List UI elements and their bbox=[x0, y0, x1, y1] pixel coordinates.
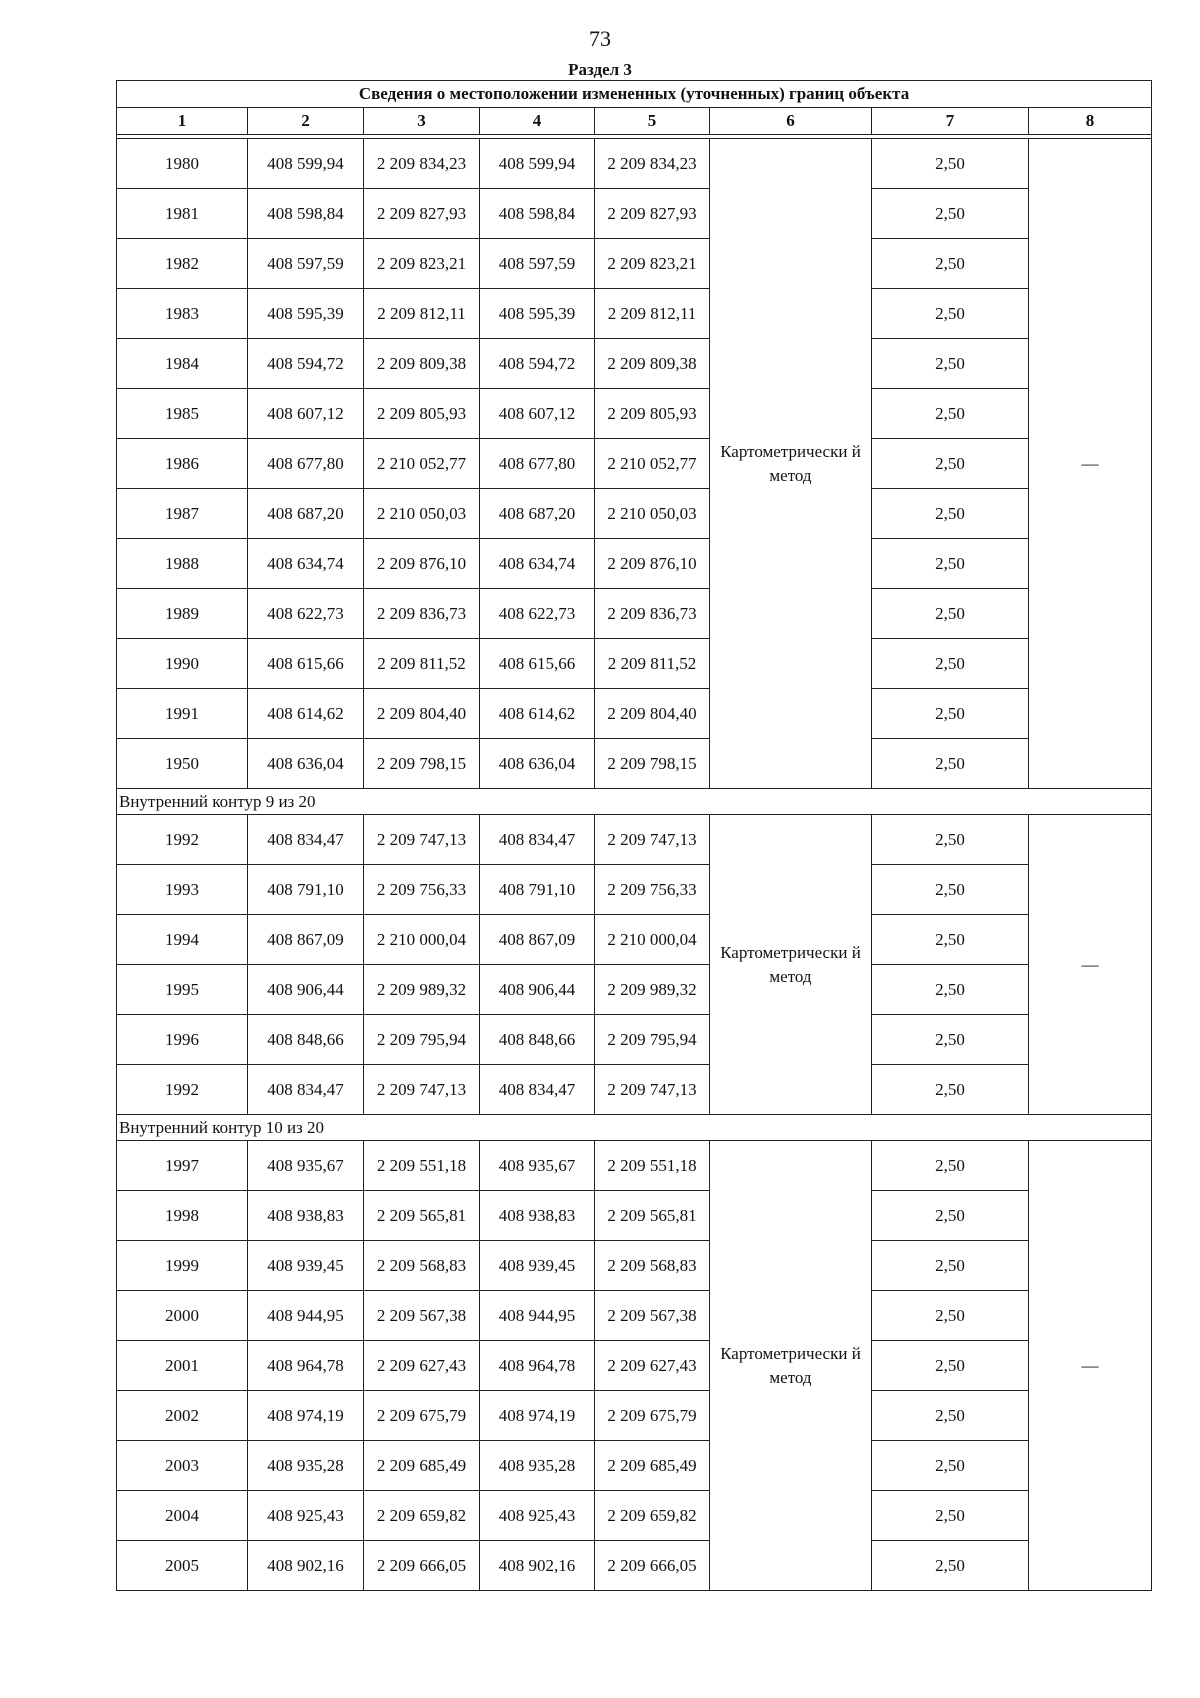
column-8-dash-cell: — bbox=[1029, 139, 1152, 789]
table-row bbox=[117, 815, 1152, 865]
accuracy-cell: 2,50 bbox=[872, 489, 1029, 539]
x-old-cell: 408 834,47 bbox=[248, 815, 364, 865]
y-new-cell: 2 209 811,52 bbox=[595, 639, 710, 689]
y-old-cell: 2 209 568,83 bbox=[364, 1241, 480, 1291]
table-row bbox=[117, 1291, 1152, 1341]
x-old-cell: 408 939,45 bbox=[248, 1241, 364, 1291]
point-number-cell: 2002 bbox=[117, 1391, 248, 1441]
x-new-cell: 408 964,78 bbox=[480, 1341, 595, 1391]
y-old-cell: 2 209 798,15 bbox=[364, 739, 480, 789]
y-new-cell: 2 209 795,94 bbox=[595, 1015, 710, 1065]
y-new-cell: 2 209 812,11 bbox=[595, 289, 710, 339]
y-new-cell: 2 209 876,10 bbox=[595, 539, 710, 589]
y-new-cell: 2 209 659,82 bbox=[595, 1491, 710, 1541]
accuracy-cell: 2,50 bbox=[872, 1065, 1029, 1115]
point-number-cell: 2003 bbox=[117, 1441, 248, 1491]
y-old-cell: 2 209 551,18 bbox=[364, 1141, 480, 1191]
accuracy-cell: 2,50 bbox=[872, 865, 1029, 915]
x-old-cell: 408 848,66 bbox=[248, 1015, 364, 1065]
table-row bbox=[117, 1141, 1152, 1191]
table-row bbox=[117, 589, 1152, 639]
contour-separator-row bbox=[117, 789, 1152, 815]
table-body bbox=[117, 135, 1152, 1591]
x-new-cell: 408 902,16 bbox=[480, 1541, 595, 1591]
x-new-cell: 408 595,39 bbox=[480, 289, 595, 339]
point-number-cell: 1996 bbox=[117, 1015, 248, 1065]
y-old-cell: 2 209 565,81 bbox=[364, 1191, 480, 1241]
y-new-cell: 2 210 050,03 bbox=[595, 489, 710, 539]
x-new-cell: 408 848,66 bbox=[480, 1015, 595, 1065]
x-new-cell: 408 939,45 bbox=[480, 1241, 595, 1291]
accuracy-cell: 2,50 bbox=[872, 965, 1029, 1015]
column-8-dash-cell: — bbox=[1029, 1141, 1152, 1591]
y-new-cell: 2 209 666,05 bbox=[595, 1541, 710, 1591]
y-old-cell: 2 209 795,94 bbox=[364, 1015, 480, 1065]
x-new-cell: 408 834,47 bbox=[480, 815, 595, 865]
x-old-cell: 408 964,78 bbox=[248, 1341, 364, 1391]
column-number-header: 8 bbox=[1029, 108, 1152, 135]
x-old-cell: 408 677,80 bbox=[248, 439, 364, 489]
x-new-cell: 408 906,44 bbox=[480, 965, 595, 1015]
page-number: 73 bbox=[589, 26, 611, 51]
y-old-cell: 2 209 876,10 bbox=[364, 539, 480, 589]
x-new-cell: 408 598,84 bbox=[480, 189, 595, 239]
method-cell: Картометрически й метод bbox=[710, 1141, 872, 1591]
x-new-cell: 408 935,28 bbox=[480, 1441, 595, 1491]
contour-label: Внутренний контур 10 из 20 bbox=[117, 1115, 1152, 1141]
y-new-cell: 2 209 805,93 bbox=[595, 389, 710, 439]
x-new-cell: 408 867,09 bbox=[480, 915, 595, 965]
point-number-cell: 1998 bbox=[117, 1191, 248, 1241]
y-new-cell: 2 209 627,43 bbox=[595, 1341, 710, 1391]
y-old-cell: 2 209 627,43 bbox=[364, 1341, 480, 1391]
point-number-cell: 1999 bbox=[117, 1241, 248, 1291]
accuracy-cell: 2,50 bbox=[872, 739, 1029, 789]
method-cell: Картометрически й метод bbox=[710, 815, 872, 1115]
accuracy-cell: 2,50 bbox=[872, 239, 1029, 289]
point-number-cell: 1986 bbox=[117, 439, 248, 489]
table-row bbox=[117, 189, 1152, 239]
x-new-cell: 408 615,66 bbox=[480, 639, 595, 689]
boundary-coordinates-table bbox=[116, 80, 1152, 1591]
y-new-cell: 2 209 747,13 bbox=[595, 815, 710, 865]
accuracy-cell: 2,50 bbox=[872, 1441, 1029, 1491]
table-row bbox=[117, 1541, 1152, 1591]
contour-separator-row bbox=[117, 1115, 1152, 1141]
x-new-cell: 408 622,73 bbox=[480, 589, 595, 639]
x-old-cell: 408 791,10 bbox=[248, 865, 364, 915]
point-number-cell: 1992 bbox=[117, 815, 248, 865]
y-new-cell: 2 209 804,40 bbox=[595, 689, 710, 739]
y-old-cell: 2 209 685,49 bbox=[364, 1441, 480, 1491]
accuracy-cell: 2,50 bbox=[872, 1291, 1029, 1341]
x-old-cell: 408 598,84 bbox=[248, 189, 364, 239]
column-number-header: 6 bbox=[710, 108, 872, 135]
x-old-cell: 408 615,66 bbox=[248, 639, 364, 689]
y-old-cell: 2 209 805,93 bbox=[364, 389, 480, 439]
y-new-cell: 2 210 000,04 bbox=[595, 915, 710, 965]
point-number-cell: 1982 bbox=[117, 239, 248, 289]
point-number-cell: 2000 bbox=[117, 1291, 248, 1341]
y-new-cell: 2 209 567,38 bbox=[595, 1291, 710, 1341]
point-number-cell: 1987 bbox=[117, 489, 248, 539]
y-new-cell: 2 209 747,13 bbox=[595, 1065, 710, 1115]
table-row bbox=[117, 339, 1152, 389]
column-number-header: 3 bbox=[364, 108, 480, 135]
table-row bbox=[117, 639, 1152, 689]
y-old-cell: 2 209 812,11 bbox=[364, 289, 480, 339]
table-row bbox=[117, 1015, 1152, 1065]
point-number-cell: 2001 bbox=[117, 1341, 248, 1391]
y-old-cell: 2 209 809,38 bbox=[364, 339, 480, 389]
table-row bbox=[117, 739, 1152, 789]
table-row bbox=[117, 1341, 1152, 1391]
x-new-cell: 408 938,83 bbox=[480, 1191, 595, 1241]
y-old-cell: 2 209 659,82 bbox=[364, 1491, 480, 1541]
x-new-cell: 408 597,59 bbox=[480, 239, 595, 289]
y-old-cell: 2 210 052,77 bbox=[364, 439, 480, 489]
y-new-cell: 2 209 675,79 bbox=[595, 1391, 710, 1441]
y-new-cell: 2 209 551,18 bbox=[595, 1141, 710, 1191]
accuracy-cell: 2,50 bbox=[872, 539, 1029, 589]
x-old-cell: 408 974,19 bbox=[248, 1391, 364, 1441]
y-new-cell: 2 209 756,33 bbox=[595, 865, 710, 915]
method-cell: Картометрически й метод bbox=[710, 139, 872, 789]
table-row bbox=[117, 389, 1152, 439]
x-old-cell: 408 906,44 bbox=[248, 965, 364, 1015]
table-row bbox=[117, 239, 1152, 289]
x-old-cell: 408 925,43 bbox=[248, 1491, 364, 1541]
x-new-cell: 408 614,62 bbox=[480, 689, 595, 739]
table-row bbox=[117, 139, 1152, 189]
accuracy-cell: 2,50 bbox=[872, 389, 1029, 439]
table-row bbox=[117, 915, 1152, 965]
accuracy-cell: 2,50 bbox=[872, 915, 1029, 965]
column-number-row bbox=[117, 108, 1152, 135]
accuracy-cell: 2,50 bbox=[872, 639, 1029, 689]
x-new-cell: 408 791,10 bbox=[480, 865, 595, 915]
point-number-cell: 1989 bbox=[117, 589, 248, 639]
point-number-cell: 1997 bbox=[117, 1141, 248, 1191]
y-old-cell: 2 210 000,04 bbox=[364, 915, 480, 965]
accuracy-cell: 2,50 bbox=[872, 689, 1029, 739]
x-new-cell: 408 925,43 bbox=[480, 1491, 595, 1541]
x-old-cell: 408 902,16 bbox=[248, 1541, 364, 1591]
x-new-cell: 408 594,72 bbox=[480, 339, 595, 389]
x-old-cell: 408 636,04 bbox=[248, 739, 364, 789]
table-row bbox=[117, 689, 1152, 739]
contour-label: Внутренний контур 9 из 20 bbox=[117, 789, 1152, 815]
point-number-cell: 1995 bbox=[117, 965, 248, 1015]
table-row bbox=[117, 965, 1152, 1015]
y-new-cell: 2 209 823,21 bbox=[595, 239, 710, 289]
table-row bbox=[117, 865, 1152, 915]
table-row bbox=[117, 489, 1152, 539]
accuracy-cell: 2,50 bbox=[872, 1141, 1029, 1191]
x-old-cell: 408 594,72 bbox=[248, 339, 364, 389]
x-old-cell: 408 687,20 bbox=[248, 489, 364, 539]
x-new-cell: 408 944,95 bbox=[480, 1291, 595, 1341]
point-number-cell: 1991 bbox=[117, 689, 248, 739]
x-old-cell: 408 944,95 bbox=[248, 1291, 364, 1341]
y-new-cell: 2 209 827,93 bbox=[595, 189, 710, 239]
point-number-cell: 2005 bbox=[117, 1541, 248, 1591]
table-row bbox=[117, 1191, 1152, 1241]
point-number-cell: 1990 bbox=[117, 639, 248, 689]
y-old-cell: 2 209 827,93 bbox=[364, 189, 480, 239]
y-new-cell: 2 209 809,38 bbox=[595, 339, 710, 389]
table-row bbox=[117, 539, 1152, 589]
x-new-cell: 408 687,20 bbox=[480, 489, 595, 539]
x-old-cell: 408 614,62 bbox=[248, 689, 364, 739]
accuracy-cell: 2,50 bbox=[872, 1391, 1029, 1441]
x-old-cell: 408 834,47 bbox=[248, 1065, 364, 1115]
x-old-cell: 408 935,28 bbox=[248, 1441, 364, 1491]
y-old-cell: 2 209 836,73 bbox=[364, 589, 480, 639]
accuracy-cell: 2,50 bbox=[872, 289, 1029, 339]
x-old-cell: 408 595,39 bbox=[248, 289, 364, 339]
y-old-cell: 2 209 747,13 bbox=[364, 815, 480, 865]
table-row bbox=[117, 1241, 1152, 1291]
y-old-cell: 2 209 756,33 bbox=[364, 865, 480, 915]
x-new-cell: 408 636,04 bbox=[480, 739, 595, 789]
column-8-dash-cell: — bbox=[1029, 815, 1152, 1115]
column-number-header: 4 bbox=[480, 108, 595, 135]
x-new-cell: 408 834,47 bbox=[480, 1065, 595, 1115]
x-old-cell: 408 597,59 bbox=[248, 239, 364, 289]
table-row bbox=[117, 1391, 1152, 1441]
accuracy-cell: 2,50 bbox=[872, 1191, 1029, 1241]
y-new-cell: 2 209 685,49 bbox=[595, 1441, 710, 1491]
column-number-header: 7 bbox=[872, 108, 1029, 135]
y-old-cell: 2 209 804,40 bbox=[364, 689, 480, 739]
accuracy-cell: 2,50 bbox=[872, 339, 1029, 389]
x-old-cell: 408 935,67 bbox=[248, 1141, 364, 1191]
point-number-cell: 1985 bbox=[117, 389, 248, 439]
x-new-cell: 408 634,74 bbox=[480, 539, 595, 589]
accuracy-cell: 2,50 bbox=[872, 815, 1029, 865]
table-row bbox=[117, 289, 1152, 339]
accuracy-cell: 2,50 bbox=[872, 1241, 1029, 1291]
x-new-cell: 408 599,94 bbox=[480, 139, 595, 189]
y-old-cell: 2 209 675,79 bbox=[364, 1391, 480, 1441]
point-number-cell: 1984 bbox=[117, 339, 248, 389]
y-new-cell: 2 209 834,23 bbox=[595, 139, 710, 189]
y-old-cell: 2 209 747,13 bbox=[364, 1065, 480, 1115]
y-new-cell: 2 209 565,81 bbox=[595, 1191, 710, 1241]
y-old-cell: 2 209 823,21 bbox=[364, 239, 480, 289]
x-new-cell: 408 974,19 bbox=[480, 1391, 595, 1441]
table-row bbox=[117, 1491, 1152, 1541]
y-old-cell: 2 209 666,05 bbox=[364, 1541, 480, 1591]
y-old-cell: 2 209 567,38 bbox=[364, 1291, 480, 1341]
y-old-cell: 2 209 811,52 bbox=[364, 639, 480, 689]
y-new-cell: 2 209 798,15 bbox=[595, 739, 710, 789]
accuracy-cell: 2,50 bbox=[872, 439, 1029, 489]
point-number-cell: 1992 bbox=[117, 1065, 248, 1115]
section-title: Раздел 3 bbox=[568, 60, 632, 79]
table-row bbox=[117, 1441, 1152, 1491]
accuracy-cell: 2,50 bbox=[872, 589, 1029, 639]
column-number-header: 2 bbox=[248, 108, 364, 135]
y-old-cell: 2 210 050,03 bbox=[364, 489, 480, 539]
y-new-cell: 2 210 052,77 bbox=[595, 439, 710, 489]
y-old-cell: 2 209 834,23 bbox=[364, 139, 480, 189]
point-number-cell: 1983 bbox=[117, 289, 248, 339]
x-old-cell: 408 622,73 bbox=[248, 589, 364, 639]
x-old-cell: 408 867,09 bbox=[248, 915, 364, 965]
x-old-cell: 408 599,94 bbox=[248, 139, 364, 189]
column-number-header: 1 bbox=[117, 108, 248, 135]
x-old-cell: 408 607,12 bbox=[248, 389, 364, 439]
table-title: Сведения о местоположении измененных (уточненных) границ объекта bbox=[117, 81, 1152, 108]
accuracy-cell: 2,50 bbox=[872, 189, 1029, 239]
table-row bbox=[117, 439, 1152, 489]
point-number-cell: 1980 bbox=[117, 139, 248, 189]
x-old-cell: 408 938,83 bbox=[248, 1191, 364, 1241]
point-number-cell: 1994 bbox=[117, 915, 248, 965]
x-old-cell: 408 634,74 bbox=[248, 539, 364, 589]
point-number-cell: 1950 bbox=[117, 739, 248, 789]
y-new-cell: 2 209 989,32 bbox=[595, 965, 710, 1015]
point-number-cell: 1993 bbox=[117, 865, 248, 915]
point-number-cell: 1988 bbox=[117, 539, 248, 589]
y-new-cell: 2 209 836,73 bbox=[595, 589, 710, 639]
accuracy-cell: 2,50 bbox=[872, 1015, 1029, 1065]
x-new-cell: 408 935,67 bbox=[480, 1141, 595, 1191]
x-new-cell: 408 607,12 bbox=[480, 389, 595, 439]
x-new-cell: 408 677,80 bbox=[480, 439, 595, 489]
column-number-header: 5 bbox=[595, 108, 710, 135]
table-row bbox=[117, 1065, 1152, 1115]
point-number-cell: 1981 bbox=[117, 189, 248, 239]
y-new-cell: 2 209 568,83 bbox=[595, 1241, 710, 1291]
point-number-cell: 2004 bbox=[117, 1491, 248, 1541]
accuracy-cell: 2,50 bbox=[872, 1541, 1029, 1591]
accuracy-cell: 2,50 bbox=[872, 1491, 1029, 1541]
accuracy-cell: 2,50 bbox=[872, 139, 1029, 189]
accuracy-cell: 2,50 bbox=[872, 1341, 1029, 1391]
y-old-cell: 2 209 989,32 bbox=[364, 965, 480, 1015]
